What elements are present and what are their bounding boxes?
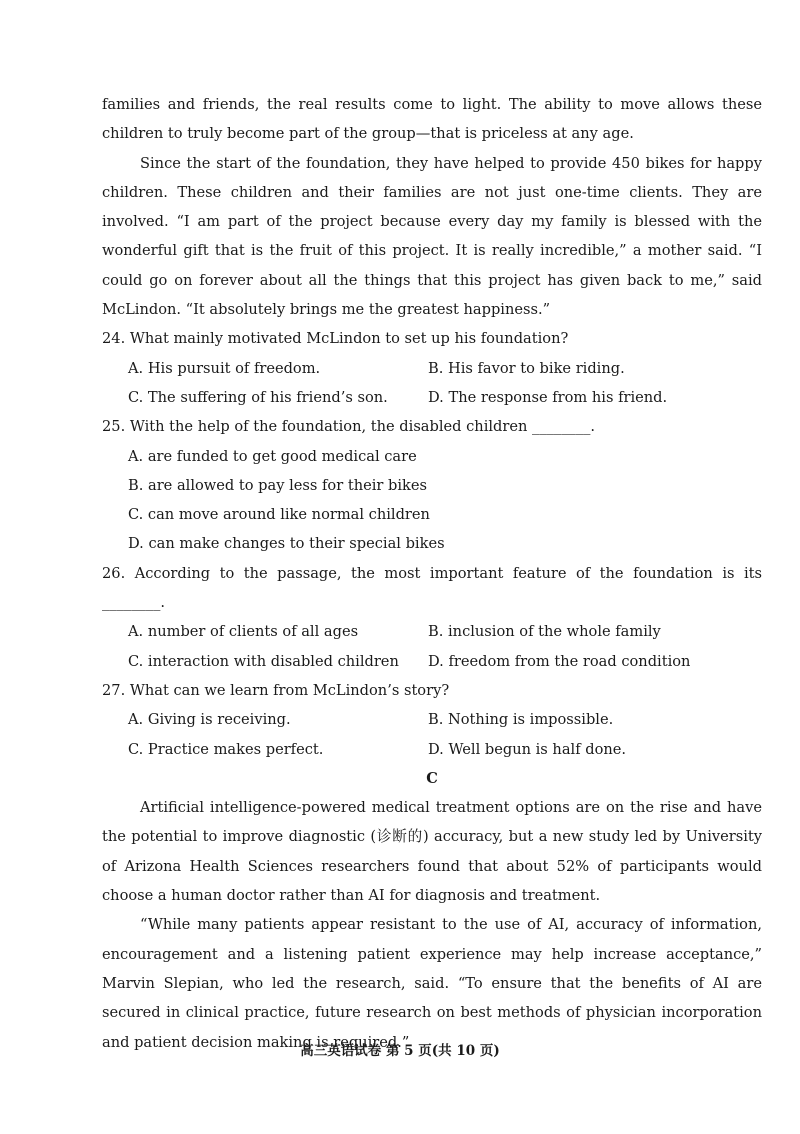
question-26-option-a: A. number of clients of all ages [128, 623, 359, 641]
question-25-option-c: C. can move around like normal children [128, 506, 430, 524]
question-24-options [102, 354, 762, 413]
question-26-option-b: B. inclusion of the whole family [428, 623, 661, 641]
question-25-option-b: B. are allowed to pay less for their bikes [128, 476, 427, 494]
question-25-options [102, 442, 762, 559]
passage-b-para-tail: families and friends, the real results come to light. The ability to move allows these children to truly become part of the group—that is priceless at any age. [102, 96, 762, 143]
question-24-option-d: D. The response from his friend. [428, 388, 668, 406]
question-27-stem: 27. What can we learn from McLindon’s story? [102, 681, 450, 699]
page-footer: 高三英语试卷 第 5 页(共 10 页) [300, 1043, 500, 1059]
question-25-stem: 25. With the help of the foundation, the disabled children ________. [102, 418, 596, 436]
question-27-option-c: C. Practice makes perfect. [128, 740, 324, 758]
question-27-option-b: B. Nothing is impossible. [428, 711, 614, 729]
question-26-option-d: D. freedom from the road condition [428, 652, 691, 670]
question-26-stem: 26. According to the passage, the most important feature of the foundation is its ________. [102, 564, 762, 612]
section-c-para-1: Artificial intelligence-powered medical treatment options are on the rise and have the potential to improve diagnostic (诊断的) accuracy, but a new study led by University of Arizona Health Sciences researchers found that about 52% of participants would choose a human doctor rather than AI for diagnosis and treatment. [102, 799, 762, 905]
question-24-option-c: C. The suffering of his friend’s son. [128, 388, 388, 406]
question-24-stem: 24. What mainly motivated McLindon to set up his foundation? [102, 330, 569, 348]
question-26-options [102, 617, 762, 676]
question-27-option-a: A. Giving is receiving. [128, 711, 291, 729]
question-25-option-d: D. can make changes to their special bikes [128, 535, 445, 553]
question-27-option-d: D. Well begun is half done. [428, 740, 627, 758]
question-24-option-b: B. His favor to bike riding. [428, 359, 625, 377]
question-26-option-c: C. interaction with disabled children [128, 652, 399, 670]
section-c-para-2: “While many patients appear resistant to the use of AI, accuracy of information, encouragement and a listening patient experience may help increase acceptance,” Marvin Slepian, who led the research, said. “To ensure that the benefits of AI are secured in clinical practice, future research on best methods of physician incorporation and patient decision making is required.” [102, 916, 762, 1051]
question-27-options [102, 705, 762, 764]
page-content [102, 90, 762, 1057]
question-24-option-a: A. His pursuit of freedom. [128, 359, 321, 377]
passage-b-para: Since the start of the foundation, they have helped to provide 450 bikes for happy children. These children and their families are not just one-time clients. They are involved. “I am part of the project because every day my family is blessed with the wonderful gift that is the fruit of this project. It is really incredible,” a mother said. “I could go on forever about all the things that this project has given back to me,” said McLindon. “It absolutely brings me the greatest happiness.” [102, 154, 762, 319]
section-c-heading: C [426, 769, 438, 787]
question-25-option-a: A. are funded to get good medical care [128, 447, 417, 465]
